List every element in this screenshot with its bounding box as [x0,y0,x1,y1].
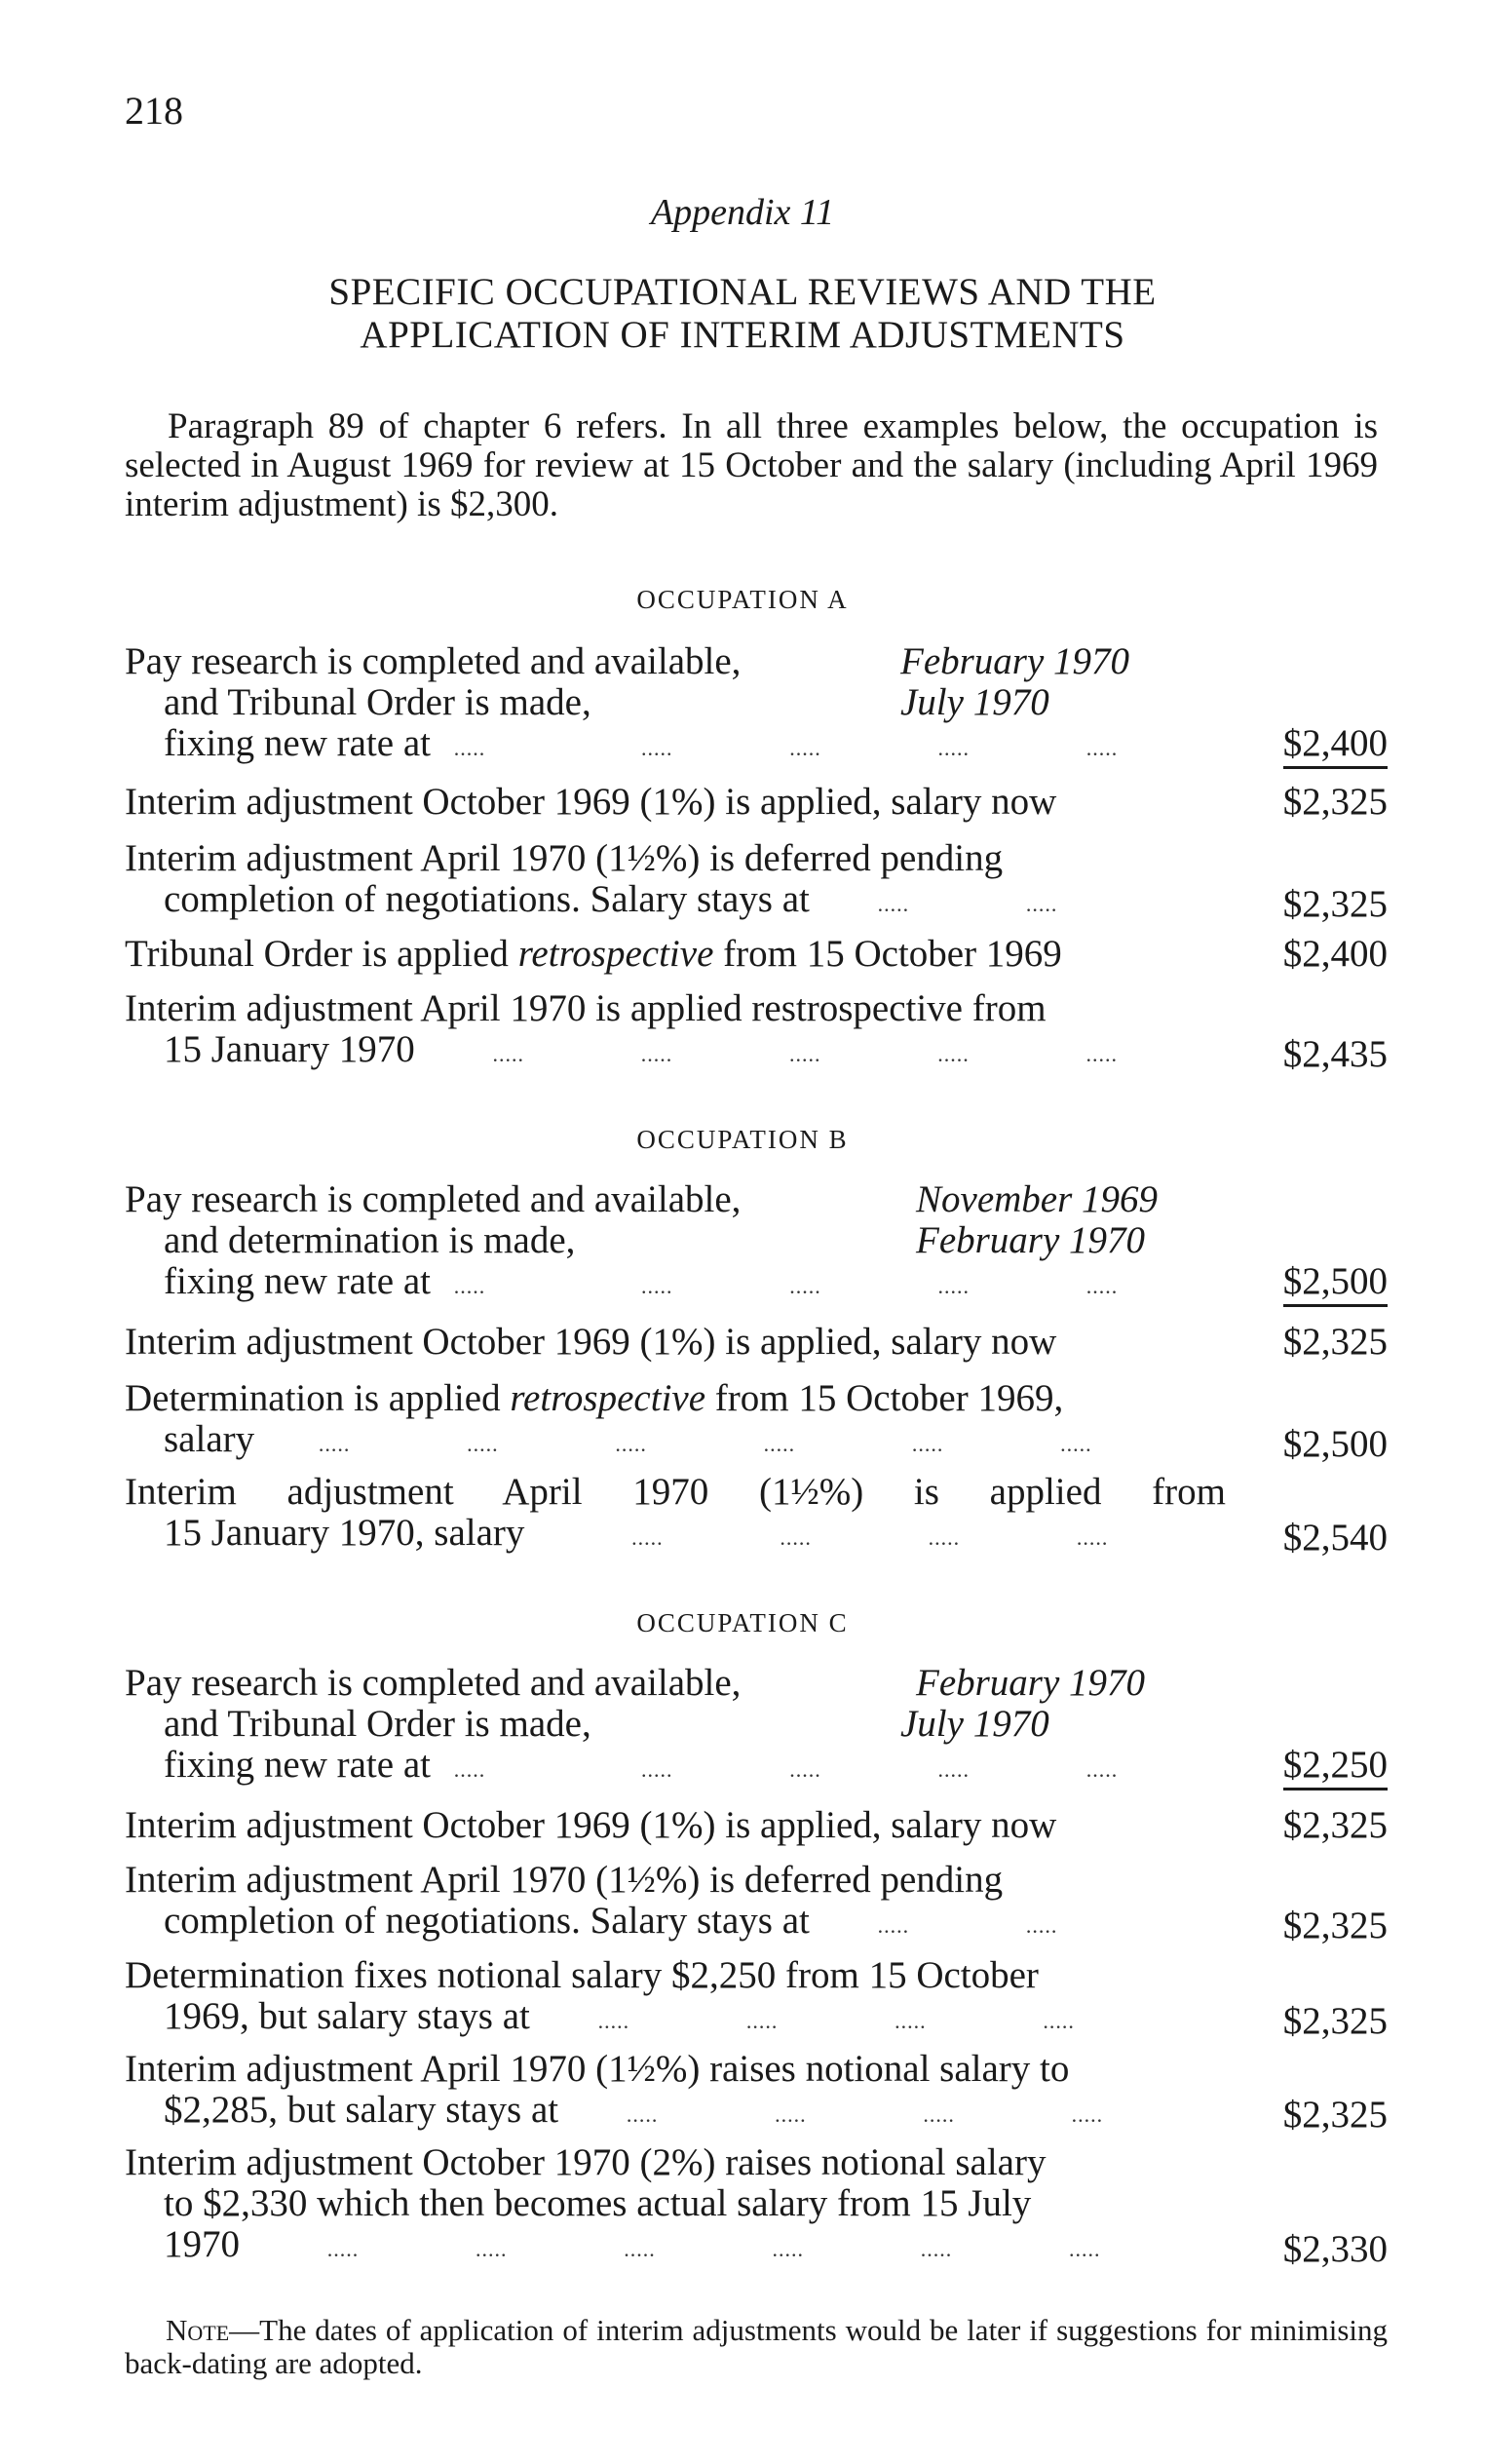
occ-a-row-1-date-1: February 1970 [900,640,1130,682]
occ-c-row-5-amount: $2,325 [1282,2094,1388,2136]
occ-a-row-2-amount: $2,325 [1282,781,1388,823]
occ-b-row-4-amount: $2,540 [1282,1517,1388,1559]
occ-b-row-1-date-2: February 1970 [916,1219,1146,1261]
occ-c-row-1 [125,1663,1388,1790]
occ-c-row-3-line-2: completion of negotiations. Salary stays at ..... ..... [164,1900,1058,1942]
occ-a-row-5-amount: $2,435 [1282,1033,1388,1075]
occ-c-row-5-line-1: Interim adjustment April 1970 (1½%) raises notional salary to [125,2048,1070,2090]
occ-a-row-1 [125,641,1388,769]
occ-c-row-1-date-1: February 1970 [916,1662,1146,1704]
occ-b-row-1-amount: $2,500 [1283,1261,1388,1307]
occ-a-row-4-amount: $2,400 [1282,933,1388,975]
footnote-label: Note [166,2313,230,2347]
occ-c-row-4 [125,1955,1388,2042]
occ-b-row-3-amount: $2,500 [1282,1423,1388,1465]
section-heading-c: OCCUPATION C [636,1608,849,1637]
occ-c-row-6-line-3: 1970 ..... ..... ..... ..... ..... ..... [164,2223,1101,2265]
occ-c-row-1-amount: $2,250 [1283,1745,1388,1790]
occ-a-row-4-text: Tribunal Order is applied retrospective from 15 October 1969 [125,933,1062,975]
occ-b-row-3 [125,1378,1388,1465]
occ-c-row-3-amount: $2,325 [1282,1905,1388,1946]
occ-b-row-1-date-1: November 1969 [916,1178,1159,1220]
occ-c-row-3 [125,1860,1388,1946]
occ-a-row-2 [125,782,1388,823]
occ-c-row-1-line-1: Pay research is completed and available, [125,1662,742,1704]
occ-a-row-5 [125,988,1388,1075]
occ-c-row-5-line-2: $2,285, but salary stays at ..... ..... ..... ..... [164,2089,1104,2131]
occ-a-row-2-text: Interim adjustment October 1969 (1%) is applied, salary now [125,781,1057,823]
occ-b-row-4 [125,1472,1388,1559]
occ-c-row-6-amount: $2,330 [1282,2228,1388,2270]
occ-b-row-1-line-1: Pay research is completed and available, [125,1178,742,1220]
occ-c-row-1-date-2: July 1970 [900,1703,1049,1745]
occ-c-row-6-line-2: to $2,330 which then becomes actual salary from 15 July [164,2182,1032,2224]
footnote-text: Note—The dates of application of interim adjustments would be later if suggestions for minimising back-dating are adopted. [125,2313,1388,2380]
intro-text: Paragraph 89 of chapter 6 refers. In all three examples below, the occupation is selected in August 1969 for review at 15 October and the salary (including April 1969 interim adjustment) is $2,300. [125,406,1378,524]
occ-b-row-3-line-2: salary ..... ..... ..... ..... ..... ..... [164,1418,1092,1460]
title-line-1: SPECIFIC OCCUPATIONAL REVIEWS AND THE [328,271,1157,313]
occ-c-row-5 [125,2049,1388,2136]
occ-b-row-1-line-3: fixing new rate at ..... ..... ..... ..... ..... [164,1260,1119,1302]
occ-a-row-1-line-1: Pay research is completed and available, [125,640,742,682]
occ-b-row-2-text: Interim adjustment October 1969 (1%) is applied, salary now [125,1321,1057,1363]
occ-a-row-5-line-1: Interim adjustment April 1970 is applied restrospective from [125,987,1047,1029]
occ-c-row-6-line-1: Interim adjustment October 1970 (2%) raises notional salary [125,2141,1047,2183]
occ-a-row-1-date-2: July 1970 [900,681,1049,723]
occ-c-row-4-amount: $2,325 [1282,2000,1388,2042]
footnote [125,2314,1388,2380]
occ-a-row-5-line-2: 15 January 1970 ..... ..... ..... ..... ..... [164,1028,1119,1070]
occ-a-row-1-amount: $2,400 [1283,723,1388,769]
occ-c-row-1-line-2: and Tribunal Order is made, [164,1703,591,1745]
occ-b-row-1 [125,1179,1388,1307]
occ-a-row-3-line-2: completion of negotiations. Salary stays at ..... ..... [164,878,1058,920]
occ-c-row-1-line-3: fixing new rate at ..... ..... ..... ..... ..... [164,1744,1119,1786]
title-line-2: APPLICATION OF INTERIM ADJUSTMENTS [360,314,1125,356]
occ-b-row-4-line-1: Interim adjustment April 1970 (1½%) is applied from [125,1471,1226,1513]
occ-a-row-1-line-3: fixing new rate at ..... ..... ..... ..... ..... [164,722,1119,764]
occ-b-row-4-line-2: 15 January 1970, salary ..... ..... ..... ..... [164,1512,1109,1554]
occ-b-row-3-line-1: Determination is applied retrospective from 15 October 1969, [125,1377,1064,1419]
section-heading-a: OCCUPATION A [636,585,849,614]
section-heading-b: OCCUPATION B [636,1125,849,1154]
occ-c-row-4-line-2: 1969, but salary stays at ..... ..... ..... ..... [164,1995,1075,2037]
occ-c-row-2-text: Interim adjustment October 1969 (1%) is applied, salary now [125,1804,1057,1846]
occ-b-row-2-amount: $2,325 [1282,1321,1388,1363]
page-number: 218 [125,89,183,133]
occ-c-row-4-line-1: Determination fixes notional salary $2,250 from 15 October [125,1954,1039,1996]
occ-a-row-3 [125,838,1388,925]
occ-a-row-4 [125,934,1388,975]
occ-a-row-3-line-1: Interim adjustment April 1970 (1½%) is deferred pending [125,837,1004,879]
occ-c-row-2-amount: $2,325 [1282,1804,1388,1846]
page-title [0,271,1485,357]
intro-paragraph [125,407,1378,524]
occ-b-row-2 [125,1322,1388,1363]
occ-a-row-1-line-2: and Tribunal Order is made, [164,681,591,723]
occ-c-row-3-line-1: Interim adjustment April 1970 (1½%) is deferred pending [125,1859,1004,1901]
occ-c-row-2 [125,1805,1388,1846]
appendix-label: Appendix 11 [650,192,835,233]
occ-a-row-3-amount: $2,325 [1282,883,1388,925]
occ-c-row-6 [125,2142,1388,2270]
occ-b-row-1-line-2: and determination is made, [164,1219,576,1261]
